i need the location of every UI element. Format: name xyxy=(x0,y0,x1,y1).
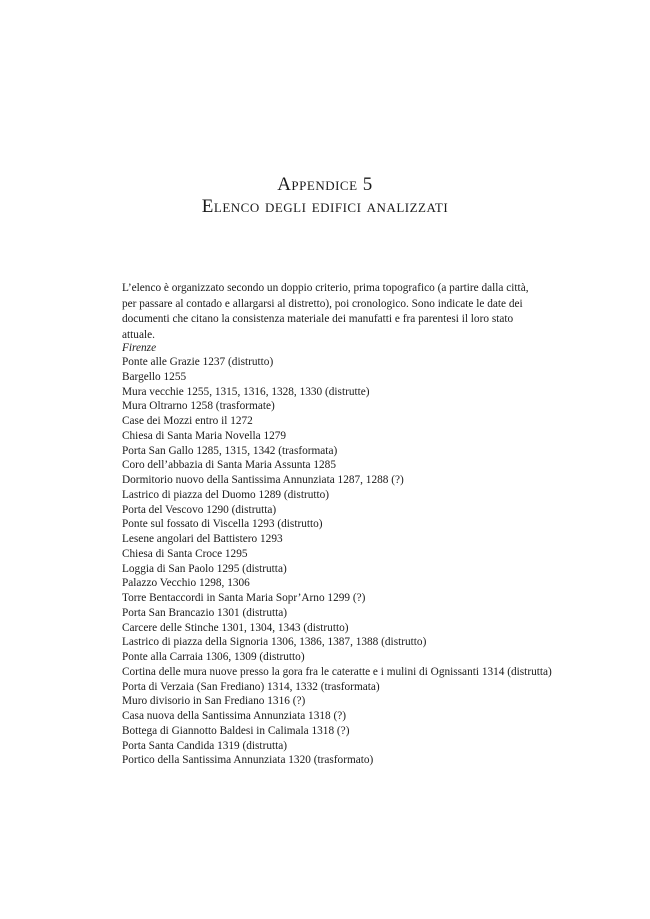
intro-paragraph: L’elenco è organizzato secondo un doppio criterio, prima topografico (a partire dalla città, per passare al contado e allargarsi al distretto), poi cronologico. Sono indicate le date dei documenti che citano la consistenza materiale dei manufatti e fra parentesi il loro stato attuale. xyxy=(122,282,529,341)
building-list xyxy=(122,355,552,768)
list-item: Chiesa di Santa Maria Novella 1279 xyxy=(122,429,287,442)
list-item: Ponte alla Carraia 1306, 1309 (distrutto) xyxy=(122,651,305,663)
list-item: Casa nuova della Santissima Annunziata 1318 (?) xyxy=(122,710,347,722)
list-item: Case dei Mozzi entro il 1272 xyxy=(122,415,253,427)
list-item: Chiesa di Santa Croce 1295 xyxy=(122,547,248,560)
list-item: Bottega di Giannotto Baldesi in Calimala 1318 (?) xyxy=(122,724,350,737)
list-item: Ponte sul fossato di Viscella 1293 (distrutto) xyxy=(122,518,323,531)
list-item: Lastrico di piazza del Duomo 1289 (distrutto) xyxy=(122,488,330,501)
list-item: Coro dell’abbazia di Santa Maria Assunta 1285 xyxy=(122,459,336,472)
list-item: Bargello 1255 xyxy=(122,370,187,383)
appendix-title: Appendice 5 xyxy=(277,174,373,195)
list-item: Porta San Gallo 1285, 1315, 1342 (trasformata) xyxy=(122,444,338,457)
list-item: Mura vecchie 1255, 1315, 1316, 1328, 1330 (distrutte) xyxy=(122,385,370,398)
list-item: Carcere delle Stinche 1301, 1304, 1343 (distrutto) xyxy=(122,621,349,634)
appendix-subtitle: Elenco degli edifici analizzati xyxy=(201,196,449,217)
list-item: Torre Bentaccordi in Santa Maria Sopr’Arno 1299 (?) xyxy=(122,592,366,604)
list-item: Muro divisorio in San Frediano 1316 (?) xyxy=(122,695,306,708)
list-item: Lastrico di piazza della Signoria 1306, 1386, 1387, 1388 (distrutto) xyxy=(122,636,427,649)
list-item: Lesene angolari del Battistero 1293 xyxy=(122,533,283,545)
list-item: Portico della Santissima Annunziata 1320 (trasformato) xyxy=(122,754,374,767)
list-item: Ponte alle Grazie 1237 (distrutto) xyxy=(122,356,274,368)
section-title-firenze: Firenze xyxy=(122,342,157,354)
list-item: Porta San Brancazio 1301 (distrutta) xyxy=(122,606,288,619)
list-item: Porta del Vescovo 1290 (distrutta) xyxy=(122,503,277,516)
list-item: Mura Oltrarno 1258 (trasformate) xyxy=(122,400,275,413)
list-item: Cortina delle mura nuove presso la gora fra le cateratte e i mulini di Ognissanti 1314 (distrutta) xyxy=(122,665,552,678)
list-item: Dormitorio nuovo della Santissima Annunziata 1287, 1288 (?) xyxy=(122,474,404,486)
list-item: Loggia di San Paolo 1295 (distrutta) xyxy=(122,562,287,575)
list-item: Porta Santa Candida 1319 (distrutta) xyxy=(122,739,288,752)
list-item: Palazzo Vecchio 1298, 1306 xyxy=(122,577,250,590)
list-item: Porta di Verzaia (San Frediano) 1314, 1332 (trasformata) xyxy=(122,680,380,693)
